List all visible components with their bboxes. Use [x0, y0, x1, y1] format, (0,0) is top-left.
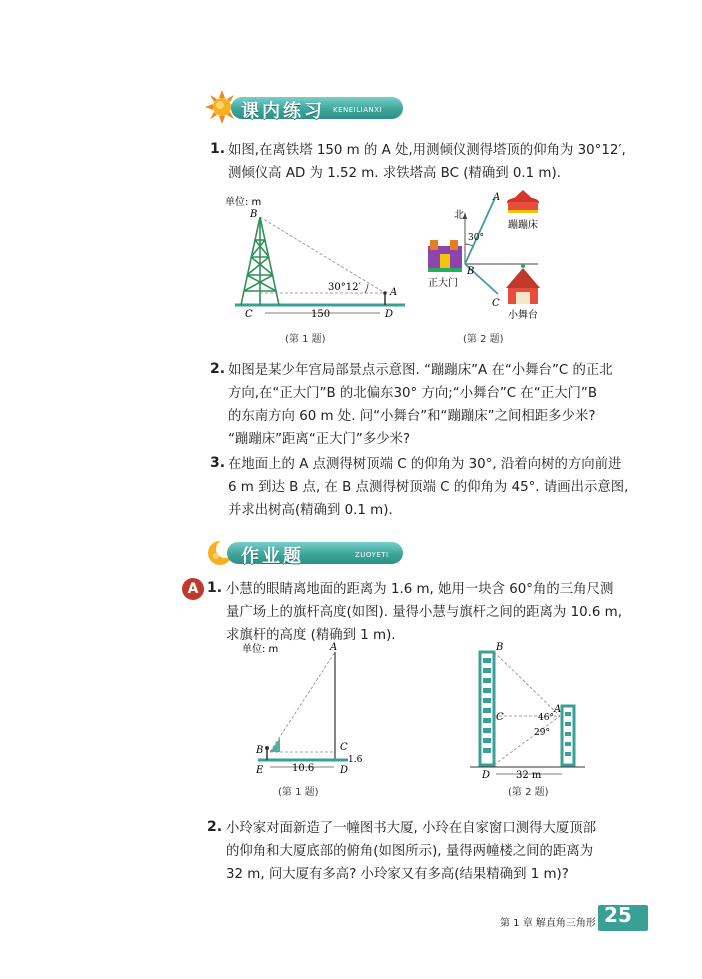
home-building-icon	[562, 706, 574, 765]
exercise-text: 如图,在离铁塔 150 m 的 A 处,用测倾仪测得塔顶的仰角为 30°12′, 测倾仪高 AD 为 1.52 m. 求铁塔高 BC (精确到 0.1 m).	[228, 143, 626, 181]
svg-text:C: C	[496, 712, 504, 723]
svg-text:C: C	[492, 298, 500, 309]
svg-text:46°: 46°	[538, 713, 554, 723]
svg-text:D: D	[340, 765, 349, 776]
svg-text:北: 北	[454, 210, 464, 221]
svg-text:A: A	[493, 192, 501, 203]
svg-text:A: A	[554, 704, 562, 715]
svg-text:150: 150	[311, 309, 331, 320]
svg-text:B: B	[250, 209, 258, 220]
svg-text:29°: 29°	[534, 728, 550, 738]
figure-tower	[225, 195, 405, 345]
section-header-homework	[205, 538, 405, 568]
exercise-text: 如图是某少年宫局部景点示意图. “蹦蹦床”A 在“小舞台”C 的正北 方向,在“正大门”B 的北偏东30° 方向;“小舞台”C 在“正大门”B 的东南方向 60 m 处. 问“小舞台”和“蹦蹦床”之间相距多少米? “蹦蹦床”距离“正大门”多少米?	[228, 363, 613, 447]
figure-caption: (第 2 题)	[508, 787, 549, 798]
set-square-icon	[270, 738, 280, 752]
svg-text:正大门: 正大门	[428, 278, 458, 289]
chapter-label: 第 1 章 解直角三角形	[500, 918, 596, 929]
figure-caption: (第 2 题)	[463, 334, 504, 345]
svg-text:10.6: 10.6	[292, 763, 315, 774]
homework-number: 1.	[207, 580, 223, 596]
svg-text:D: D	[482, 770, 491, 781]
section-header-practice	[205, 92, 405, 122]
svg-text:30°: 30°	[468, 233, 484, 243]
section-title: 课内练习	[241, 101, 325, 122]
figure-buildings	[470, 640, 590, 785]
svg-text:小舞台: 小舞台	[508, 310, 538, 321]
homework-number: 2.	[207, 819, 223, 835]
exercise-number: 3.	[210, 455, 226, 471]
figure-map	[420, 188, 560, 328]
line-BA	[465, 198, 495, 264]
unit-label: 单位: m	[225, 197, 262, 208]
homework-text: 小玲家对面新造了一幢图书大厦, 小玲在自家窗口测得大厦顶部 的仰角和大厦底部的俯角(如图所示), 量得两幢楼之间的距离为 32 m, 问大厦有多高? 小玲家又有多高(结果精确到 1 m)?	[226, 821, 597, 882]
stage-icon	[506, 264, 540, 304]
svg-text:C: C	[340, 742, 348, 753]
gate-icon	[428, 240, 462, 272]
exercise-number: 1.	[210, 141, 226, 157]
exercise-number: 2.	[210, 361, 226, 377]
section-title: 作业题	[241, 546, 304, 567]
exercise-text: 在地面上的 A 点测得树顶端 C 的仰角为 30°, 沿着向树的方向前进 6 m 到达 B 点, 在 B 点测得树顶端 C 的仰角为 45°. 请画出示意图, 并求出树高(精确到 0.1 m).	[228, 457, 629, 518]
svg-text:C: C	[245, 309, 253, 320]
svg-text:B: B	[256, 745, 264, 756]
figure-caption: (第 1 题)	[285, 334, 326, 345]
svg-text:A: A	[390, 287, 398, 298]
svg-text:1.6: 1.6	[348, 755, 363, 765]
svg-text:D: D	[385, 309, 394, 320]
svg-text:B: B	[496, 642, 504, 653]
svg-text:B: B	[467, 266, 475, 277]
trampoline-icon	[507, 190, 539, 213]
tower-shape	[241, 217, 279, 305]
library-building-icon	[480, 652, 494, 765]
svg-text:E: E	[256, 765, 264, 776]
svg-text:A: A	[330, 642, 338, 653]
svg-text:单位: m: 单位: m	[242, 644, 279, 655]
figure-flagpole	[230, 640, 380, 780]
svg-text:蹦蹦床: 蹦蹦床	[508, 220, 538, 231]
section-subtitle: KENEILIANXI	[333, 106, 383, 114]
level-badge: A	[182, 578, 204, 600]
svg-text:32 m: 32 m	[516, 770, 542, 781]
figure-caption: (第 1 题)	[278, 787, 319, 798]
page-number: 25	[604, 903, 632, 927]
person-icon	[265, 746, 269, 760]
homework-text: 小慧的眼睛离地面的距离为 1.6 m, 她用一块含 60°角的三角尺测 量广场上的旗杆高度(如图). 量得小慧与旗杆之间的距离为 10.6 m, 求旗杆的高度 (精确到 1 m).	[226, 582, 622, 643]
svg-text:30°12′: 30°12′	[328, 282, 361, 293]
section-subtitle: ZUOYETI	[355, 551, 389, 559]
